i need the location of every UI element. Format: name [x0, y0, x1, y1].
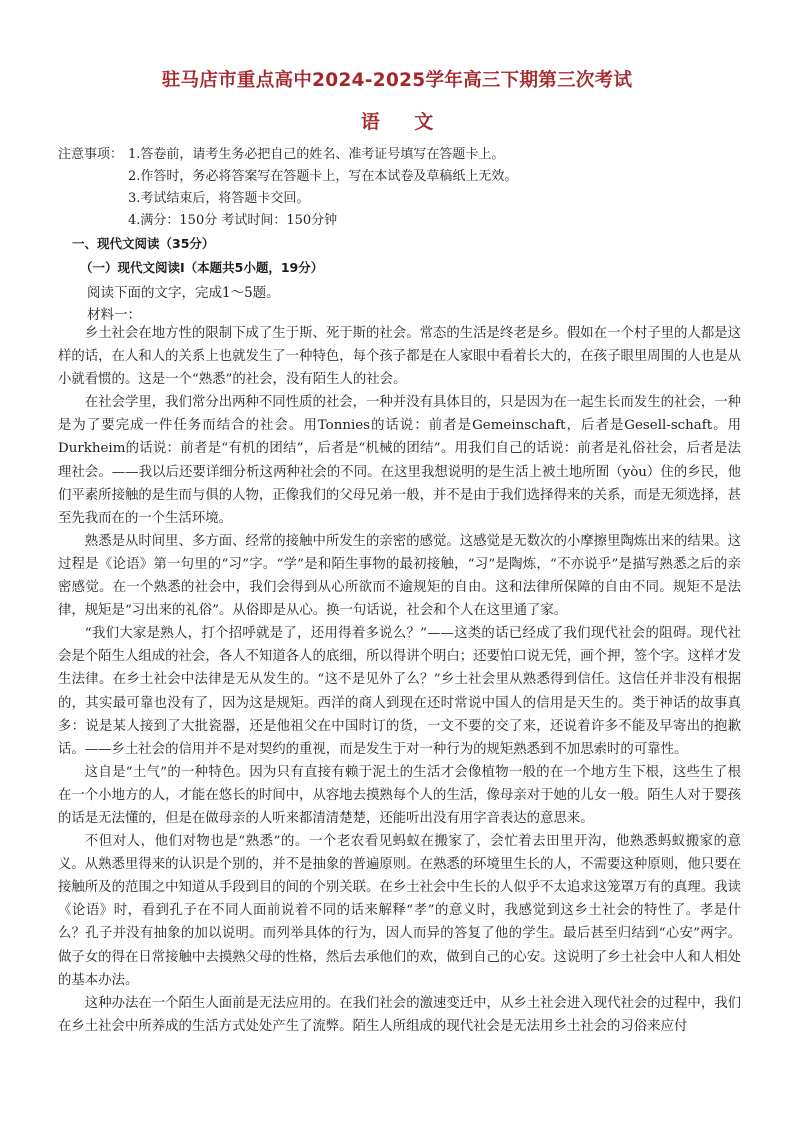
subsection-heading: （一）现代文阅读Ⅰ（本题共5小题，19分）: [80, 260, 324, 275]
passage-paragraph-1: 乡土社会在地方性的限制下成了生于斯、死于斯的社会。常态的生活是终老是乡。假如在一个村子里的人都是这样的话，在人和人的关系上也就发生了一种特色，每个孩子都是在人家眼中看着长大的，在孩子眼里周围的人也是从小就看惯的。这是一个“熟悉”的社会，没有陌生人的社会。: [58, 326, 741, 388]
material-label: 材料一：: [87, 307, 141, 323]
passage-paragraph-5: 这自是“土气”的一种特色。因为只有直接有赖于泥土的生活才会像植物一般的在一个地方生下根，这些生了根在一个小地方的人，才能在悠长的时间中，从容地去摸熟每个人的生活，像母亲对于她的儿女一般。陌生人对于婴孩的话是无法懂的，但是在做母亲的人听来都清清楚楚，还能听出没有用字音表达的意思来。: [58, 764, 741, 826]
passage-paragraph-7: 这种办法在一个陌生人面前是无法应用的。在我们社会的激速变迁中，从乡土社会进入现代社会的过程中，我们在乡土社会中所养成的生活方式处处产生了流弊。陌生人所组成的现代社会是无法用乡土社会的习俗来应付: [58, 995, 741, 1034]
note-item-1: 1.答卷前，请考生务必把自己的姓名、准考证号填写在答题卡上。: [128, 147, 505, 162]
reading-instruction: 阅读下面的文字，完成1～5题。: [87, 285, 280, 301]
subject-title: 语 文: [360, 111, 434, 133]
exam-title: 驻马店市重点高中2024-2025学年高三下期第三次考试: [161, 70, 633, 91]
note-item-3: 3.考试结束后，将答题卡交回。: [128, 191, 310, 206]
section-heading: 一、现代文阅读（35分）: [72, 236, 215, 251]
notes-label: 注意事项：: [58, 147, 124, 162]
passage-paragraph-3: 熟悉是从时间里、多方面、经常的接触中所发生的亲密的感觉。这感觉是无数次的小摩擦里陶炼出来的结果。这过程是《论语》第一句里的“习”字。“学”是和陌生事物的最初接触，“习”是陶炼，“不亦说乎”是描写熟悉之后的亲密感觉。在一个熟悉的社会中，我们会得到从心所欲而不逾规矩的自由。这和法律所保障的自由不同。规矩不是法律，规矩是“习出来的礼俗”。从俗即是从心。换一句话说，社会和个人在这里通了家。: [58, 533, 741, 619]
passage-paragraph-2: 在社会学里，我们常分出两种不同性质的社会，一种并没有具体目的，只是因为在一起生长而发生的社会，一种是为了要完成一件任务而结合的社会。用Tonnies的话说：前者是Gemeinschaft，后者是Gesell-schaft。用Durkheim的话说：前者是“有机的团结”，后者是“机械的团结”。用我们自己的话说：前者是礼俗社会，后者是法理社会。——我以后还要详细分析这两种社会的不同。在这里我想说明的是生活上被土地所囿（yòu）住的乡民，他们平素所接触的是生而与俱的人物，正像我们的父母兄弟一般，并不是由于我们选择得来的关系，而是无须选择，甚至先我而在的一个生活环境。: [58, 395, 741, 526]
reading-passage: [58, 322, 741, 1038]
note-item-4: 4.满分：150分 考试时间：150分钟: [128, 213, 338, 228]
passage-paragraph-4: “我们大家是熟人，打个招呼就是了，还用得着多说么？”——这类的话已经成了我们现代社会的阻碍。现代社会是个陌生人组成的社会，各人不知道各人的底细，所以得讲个明白；还要怕口说无凭，画个押，签个字。这样才发生法律。在乡土社会中法律是无从发生的。“这不是见外了么？”乡土社会里从熟悉得到信任。这信任并非没有根据的，其实最可靠也没有了，因为这是规矩。西洋的商人到现在还时常说中国人的信用是天生的。类于神话的故事真多：说是某人接到了大批瓷器，还是他祖父在中国时订的货，一文不要的交了来，还说着许多不能及早寄出的抱歉话。——乡土社会的信用并不是对契约的重视，而是发生于对一种行为的规矩熟悉到不加思索时的可靠性。: [58, 626, 741, 757]
note-item-2: 2.作答时，务必将答案写在答题卡上，写在本试卷及草稿纸上无效。: [128, 169, 518, 184]
passage-paragraph-6: 不但对人，他们对物也是“熟悉”的。一个老农看见蚂蚁在搬家了，会忙着去田里开沟，他熟悉蚂蚁搬家的意义。从熟悉里得来的认识是个别的，并不是抽象的普遍原则。在熟悉的环境里生长的人，不需要这种原则，他只要在接触所及的范围之中知道从手段到目的间的个别关联。在乡土社会中生长的人似乎不太追求这笼罩万有的真理。我读《论语》时，看到孔子在不同人面前说着不同的话来解释“孝”的意义时，我感觉到这乡土社会的特性了。孝是什么？孔子并没有抽象的加以说明。而列举具体的行为，因人而异的答复了他的学生。最后甚至归结到“心安”两字。做子女的得在日常接触中去摸熟父母的性格，然后去承他们的欢，做到自己的心安。这说明了乡土社会中人和人相处的基本办法。: [58, 834, 741, 988]
